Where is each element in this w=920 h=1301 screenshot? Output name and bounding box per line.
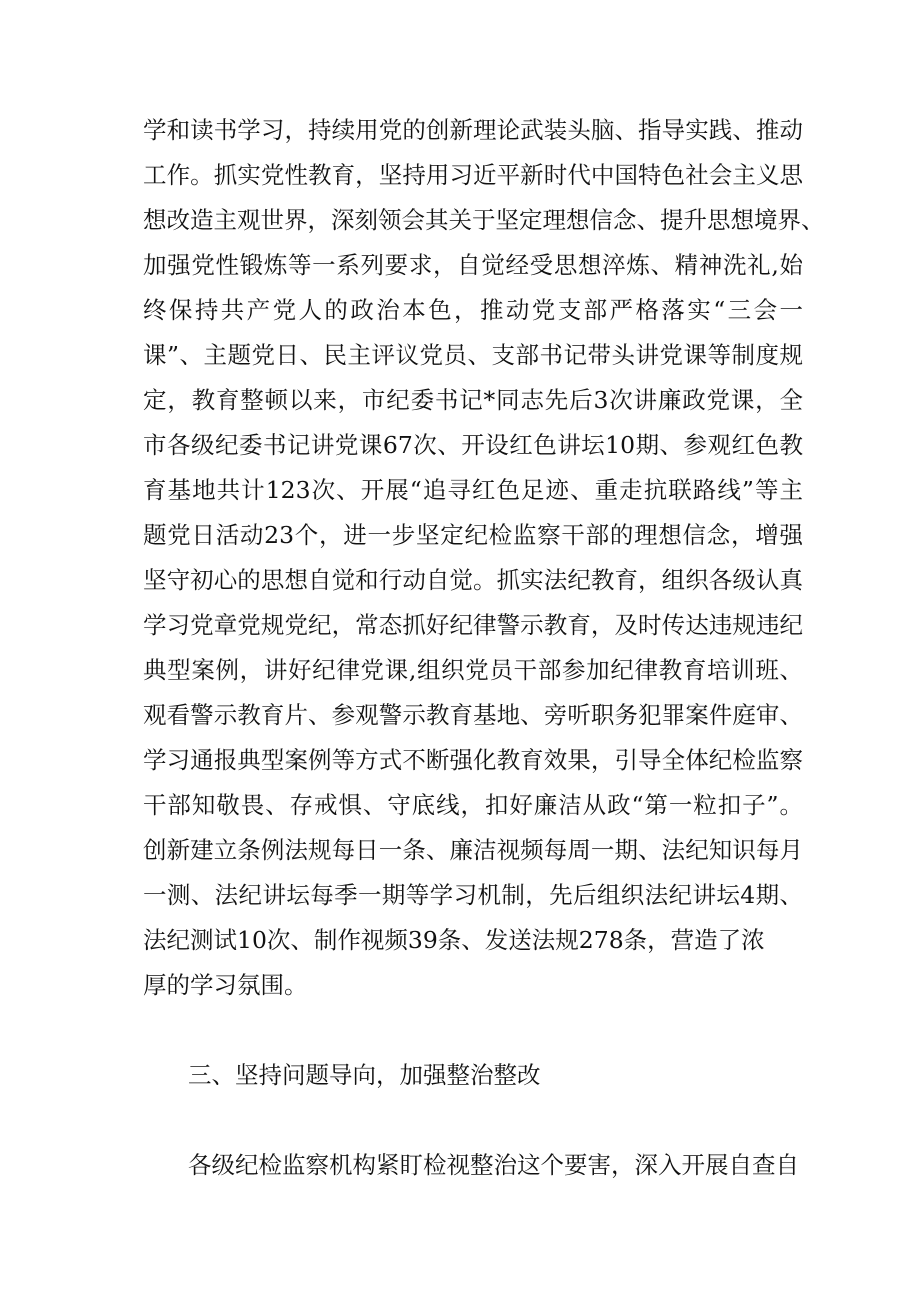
paragraph-line: 学习通报典型案例等方式不断强化教育效果，引导全体纪检监察 [143, 746, 803, 774]
paragraph-line: 课”、主题党日、民主评议党员、支部书记带头讲党课等制度规 [143, 341, 803, 369]
paragraph-line: 终保持共产党人的政治本色，推动党支部严格落实“三会一 [143, 296, 803, 324]
paragraph-line: 典型案例，讲好纪律党课,组织党员干部参加纪律教育培训班、 [143, 656, 803, 684]
paragraph-line: 各级纪检监察机构紧盯检视整治这个要害，深入开展自查自 [188, 1151, 799, 1179]
paragraph-line: 厚的学习氛围。 [143, 971, 308, 999]
paragraph-line: 题党日活动23个，进一步坚定纪检监察干部的理想信念，增强 [143, 521, 803, 549]
paragraph-line: 观看警示教育片、参观警示教育基地、旁听职务犯罪案件庭审、 [143, 701, 803, 729]
section-heading: 三、坚持问题导向，加强整治整改 [188, 1061, 541, 1089]
paragraph-line: 坚守初心的思想自觉和行动自觉。抓实法纪教育，组织各级认真 [143, 566, 803, 594]
paragraph-line: 学习党章党规党纪，常态抓好纪律警示教育，及时传达违规违纪 [143, 611, 803, 639]
paragraph-line: 育基地共计123次、开展“追寻红色足迹、重走抗联路线”等主 [143, 476, 803, 504]
paragraph-line: 工作。抓实党性教育，坚持用习近平新时代中国特色社会主义思 [143, 161, 803, 189]
paragraph-line: 学和读书学习，持续用党的创新理论武装头脑、指导实践、推动 [143, 116, 803, 144]
paragraph-line: 市各级纪委书记讲党课67次、开设红色讲坛10期、参观红色教 [143, 431, 803, 459]
paragraph-line: 定，教育整顿以来，市纪委书记*同志先后3次讲廉政党课，全 [143, 386, 803, 414]
paragraph-line: 创新建立条例法规每日一条、廉洁视频每周一期、法纪知识每月 [143, 836, 803, 864]
paragraph-line: 加强党性锻炼等一系列要求，自觉经受思想淬炼、精神洗礼,始 [143, 251, 803, 279]
paragraph-line: 一测、法纪讲坛每季一期等学习机制，先后组织法纪讲坛4期、 [143, 881, 803, 909]
paragraph-line: 干部知敬畏、存戒惧、守底线，扣好廉洁从政“第一粒扣子”。 [143, 791, 803, 819]
paragraph-line: 法纪测试10次、制作视频39条、发送法规278条，营造了浓 [143, 926, 765, 954]
paragraph-line: 想改造主观世界，深刻领会其关于坚定理想信念、提升思想境界、 [143, 206, 825, 234]
